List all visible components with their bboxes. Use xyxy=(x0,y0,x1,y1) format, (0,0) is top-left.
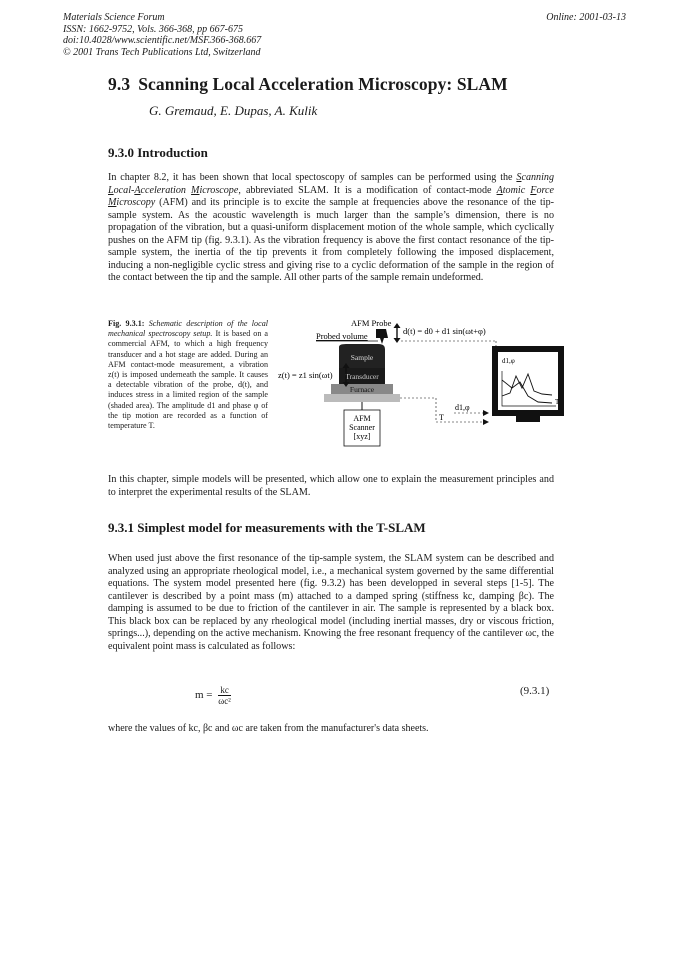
sample-label: Sample xyxy=(350,353,374,362)
figure-setup-diagram xyxy=(276,316,566,466)
furnace-label: Furnace xyxy=(349,385,375,394)
equation-number: (9.3.1) xyxy=(520,685,550,697)
intro-paragraph: In chapter 8.2, it has been shown that local spectoscopy of samples can be performed using the Scanning Local-Acceleration Microscope, abbreviated SLAM. It is a modification of contact-mode Atomic Force Microscopy (AFM) and its principle is to excite the sample at frequencies above the resonance of the tip-sample system. As the acoustic wavelength is much larger than the sample’s dimension, there is no propagation of the vibration, but a quasi-uniform displacement motion of the whole sample, which cyclically pushes on the AFM tip (fig. 9.3.1). As the vibration frequency is above the first contact resonance of the tip-sample system, the inertia of the tip prevents it from completely following the imposed displacement, inducing a non-negligible cyclic stress and giving rise to a cyclic deformation of the sample in the region of the contact between the tip and the sample. All other parts of the sample remain undeformed. xyxy=(108,172,554,283)
section-heading-simplest-model: 9.3.1 Simplest model for measurements with the T-SLAM xyxy=(108,520,426,535)
where-sentence: where the values of kc, βc and ωc are taken from the manufacturer's data sheets. xyxy=(108,723,429,734)
d-equation: d(t) = d0 + d1 sin(ωt+φ) xyxy=(403,326,486,336)
issn-line: ISSN: 1662-9752, Vols. 366-368, pp 667-675 xyxy=(63,23,243,35)
caption-body: It is based on a commercial AFM, to which a high frequency transducer and a hot stage are added. During an AFM contact-mode measurement, a vibration z(t) is imposed underneath the sample. It causes a detectable vibration of the probe, d(t), and induces stress in a limited region of the sample (shaded area). The amplitude d1 and phase φ of the tip motion are recorded as a function of temperature T. xyxy=(108,329,268,431)
doi-line: doi:10.4028/www.scientific.net/MSF.366-368.667 xyxy=(63,35,262,47)
page-title xyxy=(108,74,508,95)
figure-label: Fig. 9.3.1: xyxy=(108,319,145,328)
transducer-label: Transducer xyxy=(345,372,379,381)
monitor-d1phi-label: d1,φ xyxy=(502,357,515,365)
model-paragraph: When used just above the first resonance of the tip-sample system, the SLAM system can be described and analyzed using an appropriate rheological model, i.e., a mechanical system governed by the same differential equations. The system model presented here (fig. 9.3.2) has been developped in several steps [1-5]. The cantilever is described by a point mass (m) attached to a damped spring (stiffness kc, damping βc). The damping is assumed to be due to friction of the cantilever in air. The sample is represented by a black box. This black box can be replaced by any rheological model (including inertial masses, dry or viscous friction, springs...), depending on the active mechanism. Knowing the free resonant frequency of the cantilever ωc, the equivalent point mass is calculated as follows: xyxy=(108,553,554,652)
equation-9-3-1 xyxy=(195,685,231,706)
section-heading-introduction: 9.3.0 Introduction xyxy=(108,145,208,160)
online-date: Online: 2001-03-13 xyxy=(546,12,626,23)
section-number: 9.3 xyxy=(108,74,131,94)
t-arrow-head xyxy=(483,419,489,425)
equation-numerator: kc xyxy=(218,685,231,696)
d-arrow-head-up xyxy=(394,323,401,328)
d-arrow-head-down xyxy=(394,338,401,343)
probed-volume-label: Probed volume xyxy=(316,331,368,341)
equation-denominator: ωc² xyxy=(218,696,231,706)
monitor-stand xyxy=(516,416,540,422)
caption-lead: Schematic description of the local mechanical spectroscopy setup. xyxy=(108,319,268,339)
t-label: T xyxy=(439,413,444,422)
scanner-label-3: [xyz] xyxy=(353,432,371,441)
figure-caption xyxy=(108,319,268,431)
z-equation: z(t) = z1 sin(ωt) xyxy=(278,370,333,380)
title-text: Scanning Local Acceleration Microscopy: SLAM xyxy=(138,74,508,94)
authors: G. Gremaud, E. Dupas, A. Kulik xyxy=(149,103,318,118)
furnace-base xyxy=(324,394,400,402)
d1phi-label-line: d1,φ xyxy=(455,403,470,412)
chapter-overview-paragraph: In this chapter, simple models will be presented, which allow one to explain the measurement principles and to interpret the experimental results of the SLAM. xyxy=(108,474,554,498)
d1phi-arrow-head xyxy=(483,410,489,416)
copyright-line: © 2001 Trans Tech Publications Ltd, Switzerland xyxy=(63,46,261,58)
journal-header xyxy=(63,12,261,58)
equation-lhs: m = xyxy=(195,689,213,702)
scanner-label-1: AFM xyxy=(353,414,371,423)
journal-name: Materials Science Forum xyxy=(63,12,165,23)
afm-cantilever xyxy=(376,329,388,338)
afm-tip xyxy=(380,338,384,344)
scanner-label-2: Scanner xyxy=(349,423,375,432)
monitor-t-axis: T xyxy=(555,398,560,406)
equation-fraction xyxy=(218,685,231,706)
afm-probe-label: AFM Probe xyxy=(351,318,392,328)
